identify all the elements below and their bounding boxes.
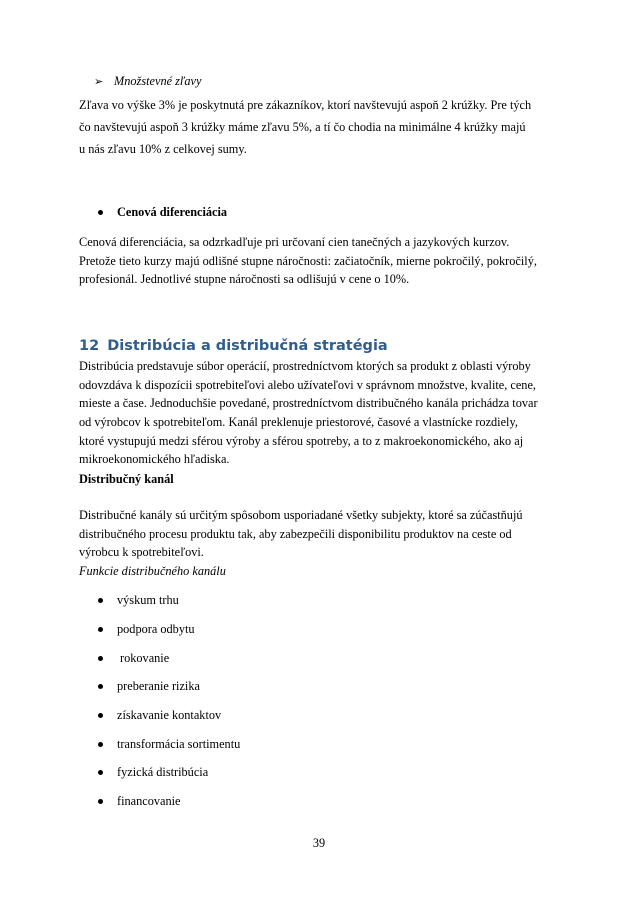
list-item <box>98 735 240 753</box>
list-item-label: výskum trhu <box>117 593 179 607</box>
paragraph-line: u nás zľavu 10% z celkovej sumy. <box>79 142 247 156</box>
paragraph-line: výrobcu k spotrebiteľovi. <box>79 545 204 560</box>
paragraph-line: Distribúcia predstavuje súbor operácií, prostredníctvom ktorých sa produkt z oblasti výroby <box>79 359 531 373</box>
channel-paragraph <box>79 506 559 562</box>
arrow-bullet-icon: ➢ <box>94 75 104 88</box>
bullet-icon <box>98 210 103 215</box>
paragraph-line: Pretože tieto kurzy majú odlišné stupne náročnosti: začiatočník, mierne pokročilý, pokročilý, <box>79 253 537 268</box>
functions-title: Funkcie distribučného kanálu <box>79 564 226 578</box>
distribution-paragraph <box>79 357 559 469</box>
bullet-icon <box>98 627 103 632</box>
page-number: 39 <box>312 836 326 850</box>
list-item-label: rokovanie <box>120 651 170 665</box>
paragraph-line: Distribučné kanály sú určitým spôsobom usporiadané všetky subjekty, ktoré sa zúčastňujú <box>79 508 523 522</box>
list-item-label: získavanie kontaktov <box>117 708 222 722</box>
list-item <box>98 763 208 781</box>
list-item-label: transformácia sortimentu <box>117 737 241 751</box>
paragraph-line: ktoré vystupujú medzi sférou výroby a sférou spotreby, a to z makroekonomického, ako aj <box>79 433 524 448</box>
bullet-icon <box>98 713 103 718</box>
list-item <box>98 706 221 724</box>
list-item <box>98 591 179 609</box>
bullet-icon <box>98 598 103 603</box>
bullet-icon <box>98 656 103 661</box>
price-diff-paragraph <box>79 233 559 289</box>
bullet-icon <box>98 799 103 804</box>
discount-subheading-label: Množstevné zľavy <box>114 74 202 88</box>
paragraph-line: profesionál. Jednotlivé stupne náročnosti sa odlišujú v cene o 10%. <box>79 272 410 287</box>
paragraph-line: Zľava vo výške 3% je poskytnutá pre zákazníkov, ktorí navštevujú aspoň 2 krúžky. Pre tých <box>79 98 532 112</box>
bullet-icon <box>98 770 103 775</box>
paragraph-line: mikroekonomického hľadiska. <box>79 452 230 467</box>
list-item <box>98 620 195 638</box>
list-item-label: fyzická distribúcia <box>117 765 209 779</box>
discount-subheading <box>94 72 201 91</box>
list-item <box>98 792 181 810</box>
section-number: 12 <box>79 338 100 354</box>
paragraph-line: distribučného procesu produktu tak, aby zabezpečili disponibilitu produktov na ceste od <box>79 526 512 541</box>
section-title: Distribúcia a distribučná stratégia <box>107 338 388 354</box>
paragraph-line: čo navštevujú aspoň 3 krúžky máme zľavu 5%, a tí čo chodia na minimálne 4 krúžky majú <box>79 120 526 134</box>
price-diff-bullet <box>98 203 227 221</box>
paragraph-line: mieste a čase. Jednoduchšie povedané, prostredníctvom distribučného kanála prichádza tovar <box>79 396 538 411</box>
paragraph-line: od výrobcov k spotrebiteľom. Kanál preklenuje priestorové, časové a vlastnícke rozdiely, <box>79 415 518 430</box>
list-item <box>98 649 169 667</box>
paragraph-line: odovzdáva k dispozícii spotrebiteľovi alebo užívateľovi v správnom množstve, kvalite, cene, <box>79 377 536 392</box>
discount-paragraph <box>79 94 559 160</box>
bullet-icon <box>98 742 103 747</box>
paragraph-line: Cenová diferenciácia, sa odzrkadľuje pri určovaní cien tanečných a jazykových kurzov. <box>79 235 510 249</box>
list-item-label: podpora odbytu <box>117 622 195 636</box>
list-item-label: financovanie <box>117 794 181 808</box>
channel-subheading: Distribučný kanál <box>79 472 174 486</box>
list-item-label: preberanie rizika <box>117 679 200 693</box>
bullet-icon <box>98 684 103 689</box>
list-item <box>98 677 200 695</box>
section-heading <box>79 338 388 354</box>
price-diff-label: Cenová diferenciácia <box>117 205 228 219</box>
